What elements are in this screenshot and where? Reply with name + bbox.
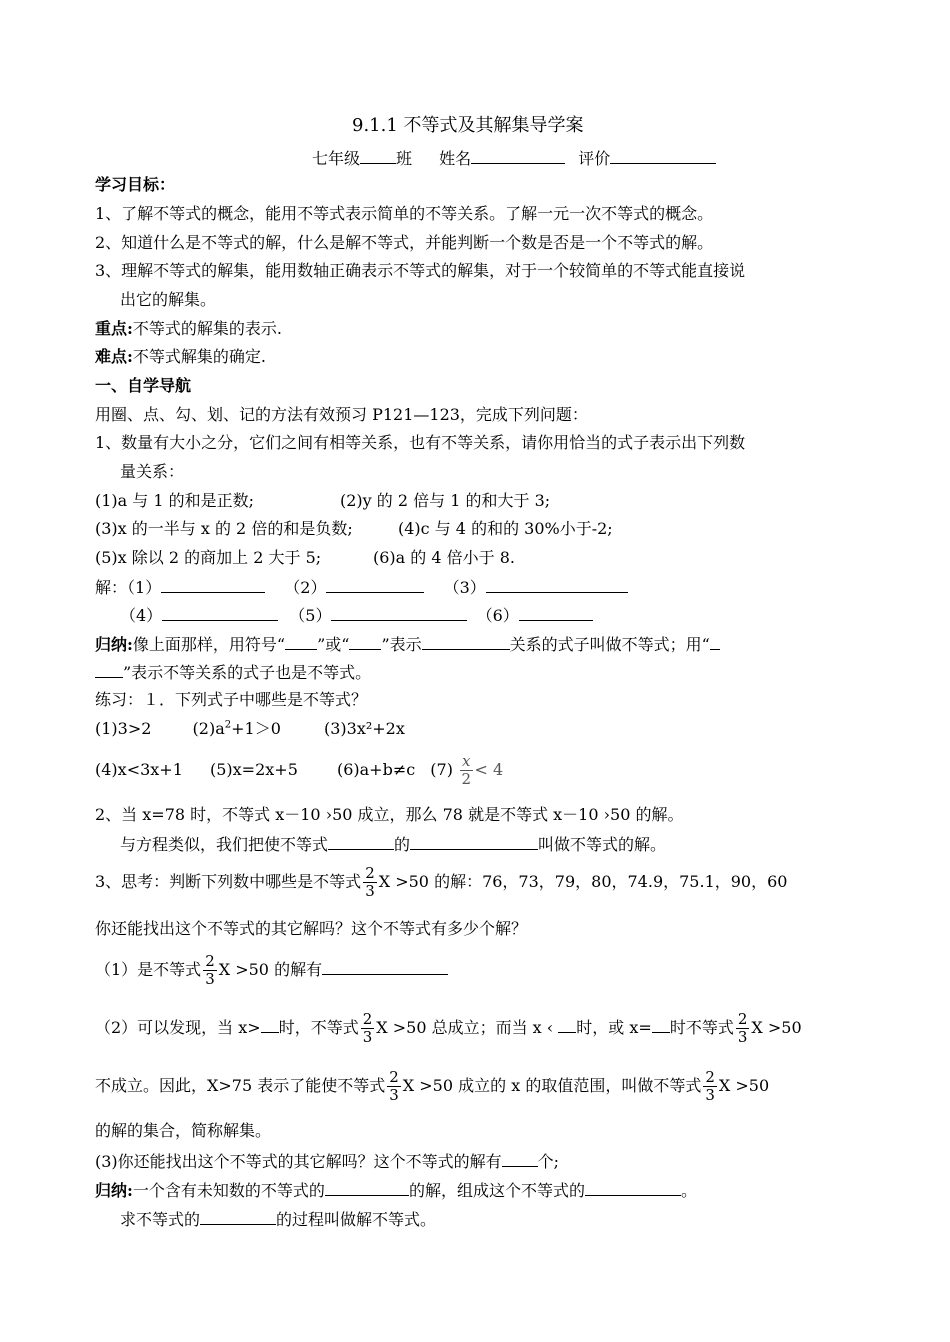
goal-item: 3、理解不等式的解集，能用数轴正确表示不等式的解集，对于一个较简单的不等式能直接说 [95,261,746,280]
goal-item: 1、了解不等式的概念，能用不等式表示简单的不等关系。了解一元一次不等式的概念。 [95,204,714,223]
practice-label: 练习：１．下列式子中哪些是不等式？ [95,690,368,709]
goals-heading: 学习目标： [95,175,176,194]
question-3-part-3: (3)你还能找出这个不等式的其它解吗？这个不等式的解有 个; [95,1149,559,1173]
fraction-2-over-3: $\frac{2}{3}$ [389,1068,399,1104]
section-heading: 一、自学导航 [95,376,192,395]
answer-blank[interactable] [519,603,593,621]
answers-row-2: （4） （5） （6） [120,603,593,627]
fraction-x-over-2: $\frac{x}{2}$ [461,752,472,788]
goal-item: 2、知道什么是不等式的解，什么是解不等式，并能判断一个数是否是一个不等式的解。 [95,233,714,252]
fraction-2-over-3: $\frac{2}{3}$ [737,1010,748,1046]
q1-item: (1)a 与 1 的和是正数; [95,491,255,510]
student-info: 七年级 班 姓名 评价 [312,146,716,170]
symbol-blank[interactable] [285,632,317,650]
practice-row-2: (4)x<3x+1 (5)x=2x+5 (6)a+b≠c (7) $\frac{x}{2}$ < 4 [95,752,504,788]
symbol-blank[interactable] [710,632,720,650]
section-intro: 用圈、点、勾、划、记的方法有效预习 P121—123，完成下列问题： [95,405,588,424]
page-title: 9.1.1 不等式及其解集导学案 [352,115,584,136]
fraction-2-over-3: $\frac{2}{3}$ [705,1068,715,1104]
answer-blank[interactable] [331,603,467,621]
answers-row-1: 解：（1） （2） （3） [95,575,628,599]
evaluation-blank[interactable] [610,146,716,164]
q1-item: (4)c 与 4 的和的 30%小于-2; [398,519,613,538]
fill-blank[interactable] [328,832,394,850]
summary-1: 归纳:像上面那样，用符号“ ”或“ ”表示 关系的式子叫做不等式；用“ [95,632,720,656]
answer-blank[interactable] [162,603,278,621]
question-3-part-2: （2）可以发现，当 x> 时，不等式 $\frac{2}{3}$ X >50 总成立；而当 x ‹ 时，或 x= 时不等式 $\frac{2}{3}$ X >50 [95,1010,802,1046]
fill-blank[interactable] [200,1207,276,1225]
symbol-blank[interactable] [95,660,123,678]
answer-blank[interactable] [161,575,265,593]
question-3-more: 你还能找出这个不等式的其它解吗？这个不等式有多少个解？ [95,919,528,938]
name-blank[interactable] [471,146,565,164]
key-point: 重点:不等式的解集的表示. [95,319,283,338]
fill-blank[interactable] [502,1149,538,1167]
question-3-part-1: （1）是不等式 $\frac{2}{3}$ X >50 的解有 [95,950,448,990]
difficulty-point: 难点:不等式解集的确定. [95,347,267,366]
fill-blank[interactable] [558,1015,576,1033]
fraction-2-over-3: $\frac{2}{3}$ [362,1010,373,1046]
question-2-cont: 与方程类似，我们把使不等式 的 叫做不等式的解。 [120,832,666,856]
q1-item: (3)x 的一半与 x 的 2 倍的和是负数; [95,519,353,538]
fraction-2-over-3: $\frac{2}{3}$ [365,864,375,900]
fill-blank[interactable] [325,1178,409,1196]
answer-blank[interactable] [326,575,424,593]
q1-item: (2)y 的 2 倍与 1 的和大于 3; [340,491,551,510]
fill-blank[interactable] [652,1015,670,1033]
fill-blank[interactable] [322,957,448,975]
question-1: 1、数量有大小之分，它们之间有相等关系，也有不等关系，请你用恰当的式子表示出下列数 [95,433,746,452]
fill-blank[interactable] [585,1178,681,1196]
q1-item: (6)a 的 4 倍小于 8. [373,548,515,567]
practice-row-1: (1)3>2 $(2)a^2+1>0$ (3)3x²+2x [95,719,405,738]
question-1-cont: 量关系： [120,462,185,481]
question-2: 2、当 x=78 时，不等式 x－10 ›50 成立，那么 78 就是不等式 x－10 ›50 的解。 [95,805,684,824]
fill-blank[interactable] [261,1015,279,1033]
summary-1-cont: ”表示不等关系的式子也是不等式。 [95,660,371,684]
question-3-part-2-end: 的解的集合，简称解集。 [95,1121,272,1140]
summary-2: 归纳:一个含有未知数的不等式的 的解，组成这个不等式的 。 [95,1178,697,1202]
symbol-blank[interactable] [349,632,381,650]
question-3: 3、思考：判断下列数中哪些是不等式 $\frac{2}{3}$ X >50 的解：76，73，79，80，74.9，75.1，90，60 [95,864,788,900]
summary-2-cont: 求不等式的 的过程叫做解不等式。 [120,1207,436,1231]
q1-item: (5)x 除以 2 的商加上 2 大于 5; [95,548,322,567]
fraction-2-over-3: $\frac{2}{3}$ [205,952,215,988]
answer-blank[interactable] [486,575,628,593]
relation-blank[interactable] [422,632,510,650]
fill-blank[interactable] [410,832,538,850]
class-blank[interactable] [360,146,396,164]
question-3-part-2-cont: 不成立。因此，X>75 表示了能使不等式 $\frac{2}{3}$ X >50 成立的 x 的取值范围，叫做不等式 $\frac{2}{3}$ X >50 [95,1068,770,1104]
goal-item: 出它的解集。 [120,290,217,309]
